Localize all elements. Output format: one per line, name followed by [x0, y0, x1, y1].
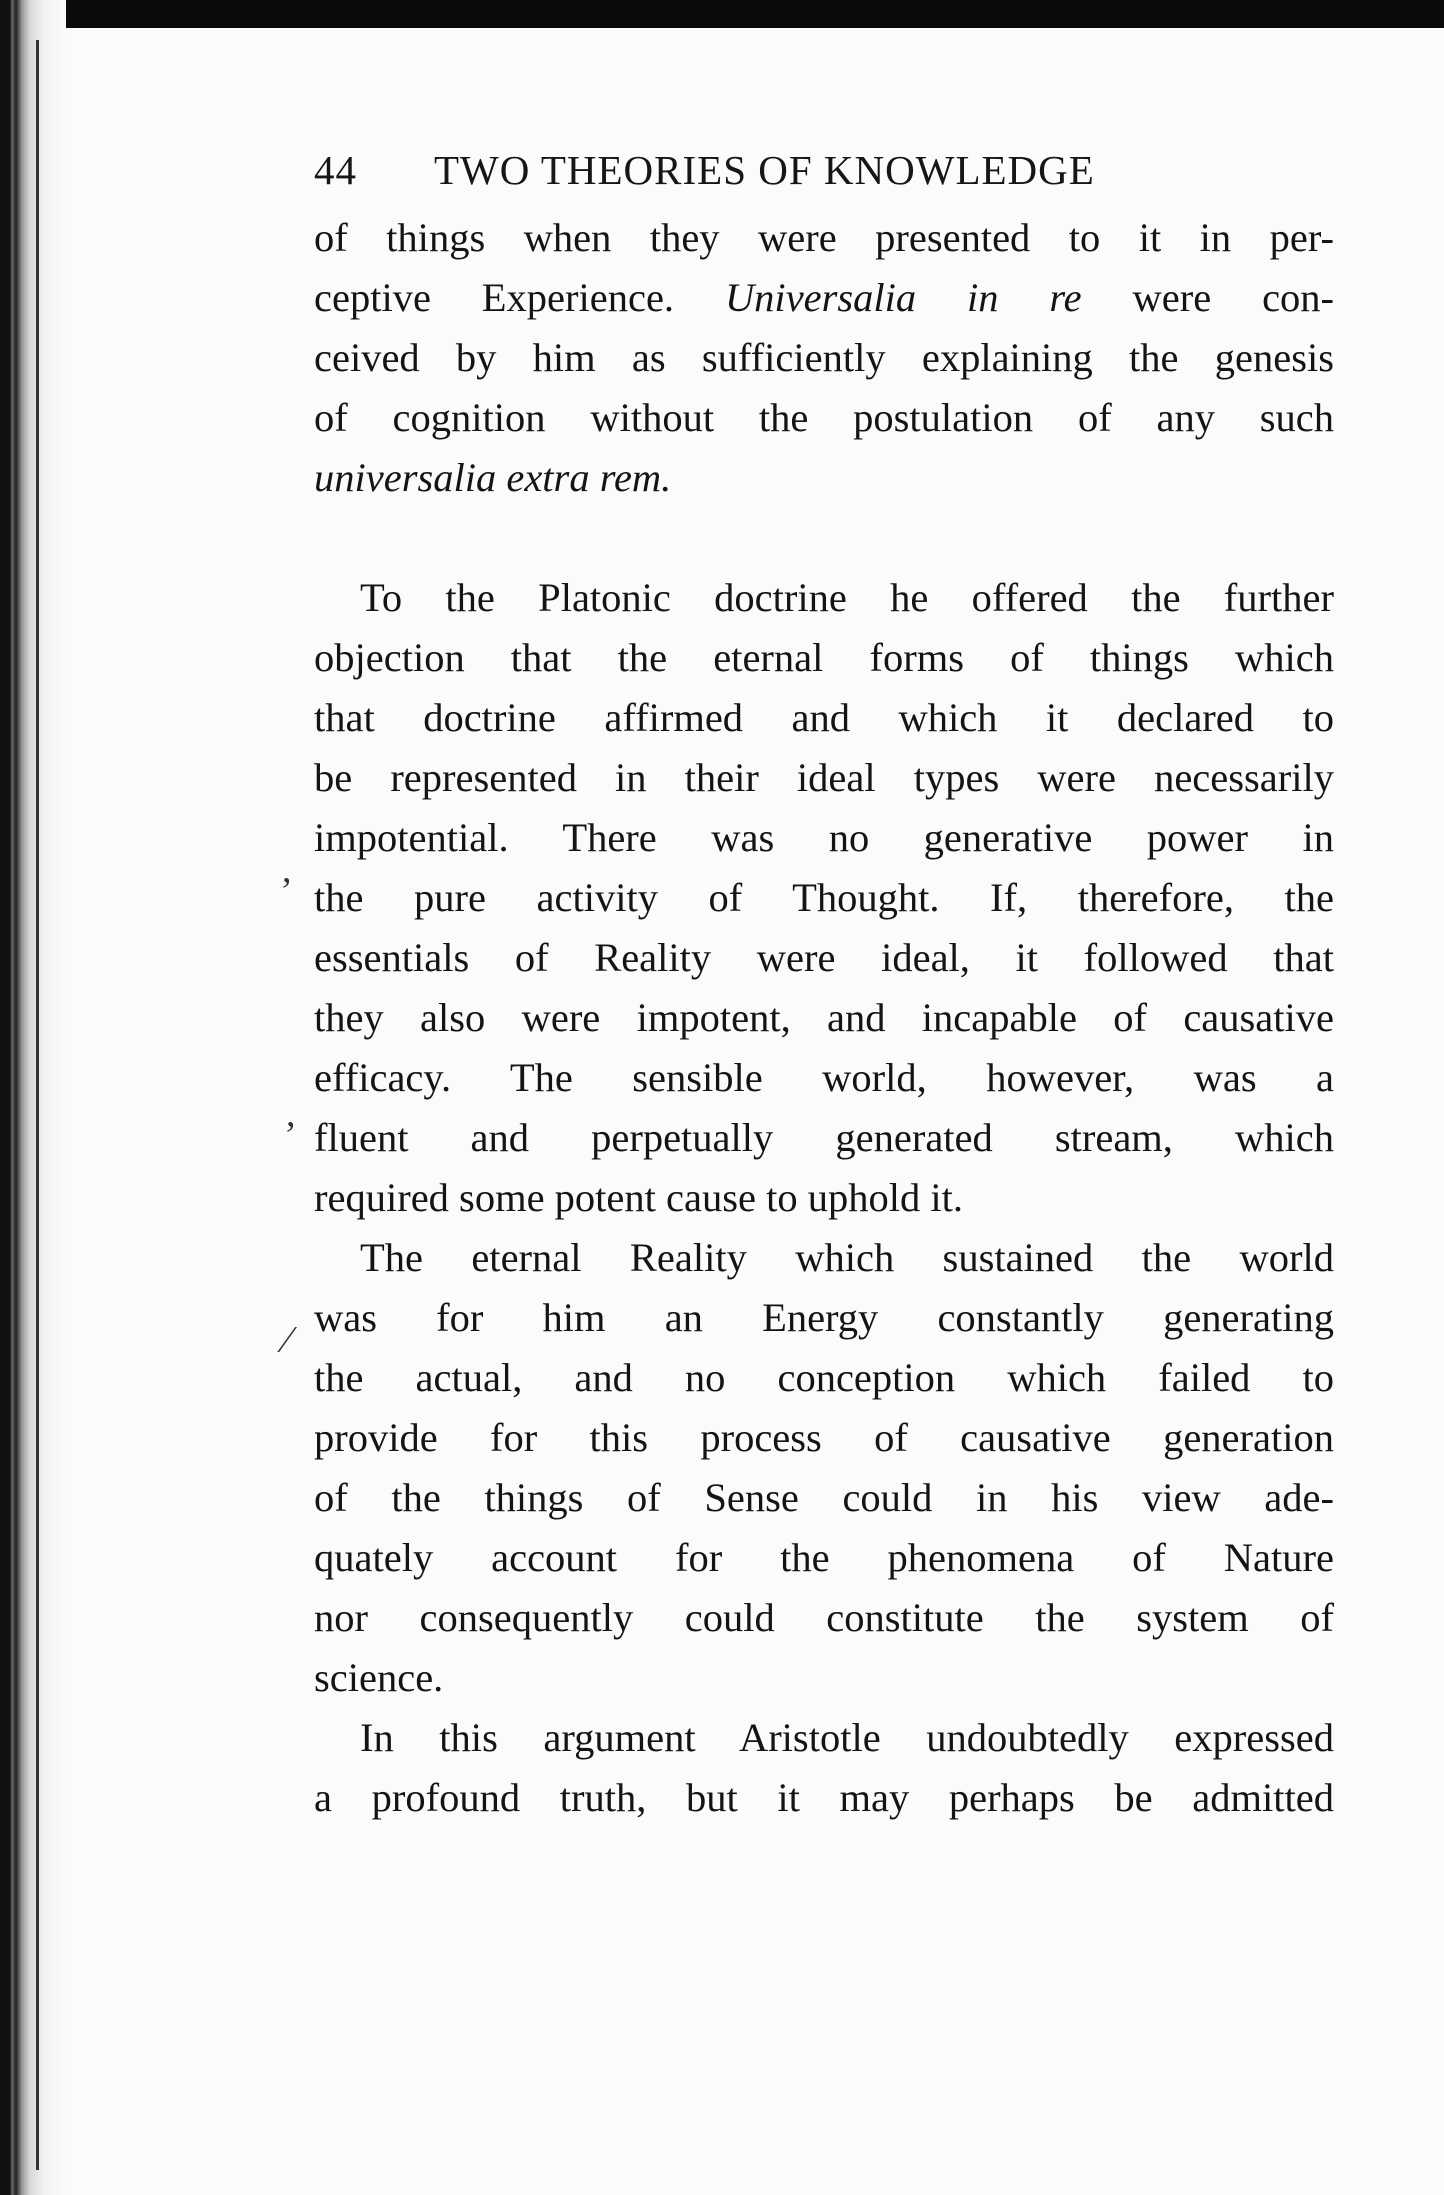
text-line: fluent and perpetually generated stream, which — [314, 1115, 1334, 1160]
margin-pencil-mark: , — [286, 1093, 296, 1135]
text-line: of things when they were presented to it in per- — [314, 215, 1334, 260]
spine-binding-line — [36, 40, 39, 2170]
text-line: essentials of Reality were ideal, it followed that — [314, 935, 1334, 980]
text-line: provide for this process of causative generation — [314, 1415, 1334, 1460]
running-head — [314, 146, 1334, 208]
text-line: In this argument Aristotle undoubtedly expressed — [360, 1715, 1334, 1760]
book-spine-edge — [0, 0, 66, 2195]
text-line: impotential. There was no generative power in — [314, 815, 1334, 860]
text-line: a profound truth, but it may perhaps be admitted — [314, 1775, 1334, 1820]
text-line: the actual, and no conception which failed to — [314, 1355, 1334, 1400]
text-line: The eternal Reality which sustained the world — [360, 1235, 1334, 1280]
text-line-segment: ceptive Experience. — [314, 275, 675, 320]
paragraph-2 — [314, 568, 1334, 1228]
paragraph-3 — [314, 1228, 1334, 1708]
text-line-segment: were con- — [1132, 275, 1335, 320]
text-line: was for him an Energy constantly generating — [314, 1295, 1334, 1340]
text-line: quately account for the phenomena of Nature — [314, 1535, 1334, 1580]
scan-top-edge — [0, 0, 1444, 28]
paragraph-1 — [314, 208, 1334, 508]
text-line: of the things of Sense could in his view ade- — [314, 1475, 1334, 1520]
text-line — [314, 268, 1334, 328]
text-line — [314, 448, 1334, 508]
italic-phrase: universalia extra rem. — [314, 455, 672, 500]
margin-pencil-mark: ⁄ — [284, 1319, 291, 1361]
text-line: efficacy. The sensible world, however, was a — [314, 1055, 1334, 1100]
text-line: To the Platonic doctrine he offered the further — [360, 575, 1334, 620]
text-line: the pure activity of Thought. If, therefore, the — [314, 875, 1334, 920]
italic-phrase: Universalia in re — [724, 275, 1082, 320]
margin-pencil-mark: , — [282, 849, 292, 891]
paragraph-gap — [314, 508, 1334, 568]
page-number: 44 — [314, 147, 357, 193]
text-line: nor consequently could constitute the system of — [314, 1595, 1334, 1640]
text-line: science. — [314, 1655, 444, 1700]
text-line: of cognition without the postulation of any such — [314, 395, 1334, 440]
text-line: required some potent cause to uphold it. — [314, 1175, 963, 1220]
text-line: they also were impotent, and incapable of causative — [314, 995, 1334, 1040]
text-line: be represented in their ideal types were necessarily — [314, 755, 1334, 800]
running-head-title: TWO THEORIES OF KNOWLEDGE — [434, 147, 1095, 193]
page-content — [314, 146, 1334, 1828]
text-line: ceived by him as sufficiently explaining the genesis — [314, 335, 1334, 380]
text-line: objection that the eternal forms of things which — [314, 635, 1334, 680]
paragraph-4 — [314, 1708, 1334, 1828]
text-line: that doctrine affirmed and which it declared to — [314, 695, 1334, 740]
